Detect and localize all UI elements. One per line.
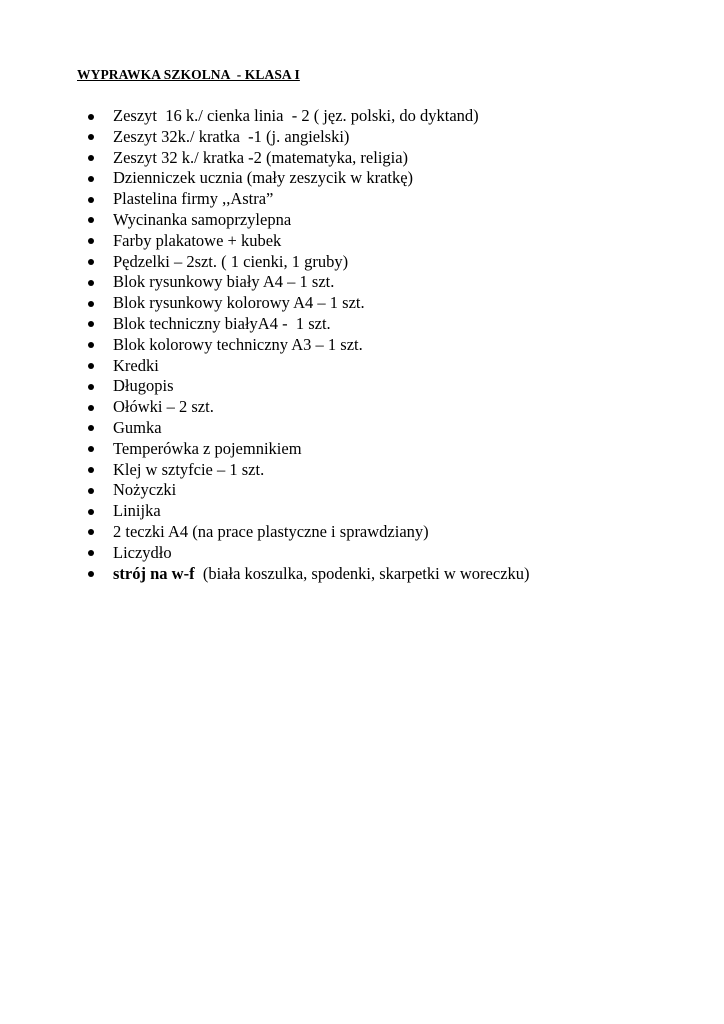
bullet-icon bbox=[88, 488, 94, 494]
list-item bbox=[86, 231, 530, 252]
bullet-icon bbox=[88, 405, 94, 411]
list-item bbox=[86, 106, 530, 127]
list-item bbox=[86, 439, 530, 460]
bullet-icon bbox=[88, 134, 94, 140]
list-item-text: Blok rysunkowy biały A4 – 1 szt. bbox=[113, 272, 335, 292]
list-item bbox=[86, 252, 530, 273]
list-item bbox=[86, 460, 530, 481]
bullet-icon bbox=[88, 509, 94, 515]
list-item bbox=[86, 314, 530, 335]
list-item bbox=[86, 522, 530, 543]
bullet-icon bbox=[88, 217, 94, 223]
list-item-text: Liczydło bbox=[113, 542, 172, 562]
bullet-icon bbox=[88, 529, 94, 535]
list-item bbox=[86, 356, 530, 377]
list-item bbox=[86, 148, 530, 169]
bullet-icon bbox=[88, 363, 94, 369]
bullet-icon bbox=[88, 467, 94, 473]
list-item-text: Ołówki – 2 szt. bbox=[113, 397, 214, 417]
list-item-text: Blok rysunkowy kolorowy A4 – 1 szt. bbox=[113, 293, 365, 313]
list-item bbox=[86, 397, 530, 418]
list-item bbox=[86, 168, 530, 189]
list-item-text: Gumka bbox=[113, 417, 162, 437]
list-item bbox=[86, 501, 530, 522]
list-item bbox=[86, 293, 530, 314]
list-item-text: (biała koszulka, spodenki, skarpetki w woreczku) bbox=[194, 563, 530, 583]
bullet-icon bbox=[88, 550, 94, 556]
list-item-text: Temperówka z pojemnikiem bbox=[113, 438, 302, 458]
list-item bbox=[86, 272, 530, 293]
list-item bbox=[86, 210, 530, 231]
list-item-bold: strój na w-f bbox=[113, 563, 195, 583]
list-item bbox=[86, 480, 530, 501]
bullet-icon bbox=[88, 176, 94, 182]
list-item bbox=[86, 543, 530, 564]
list-item-text: Zeszyt 32k./ kratka -1 (j. angielski) bbox=[113, 126, 350, 146]
bullet-icon bbox=[88, 446, 94, 452]
bullet-icon bbox=[88, 238, 94, 244]
supply-list bbox=[86, 106, 530, 584]
list-item-text: Nożyczki bbox=[113, 480, 177, 500]
bullet-icon bbox=[88, 155, 94, 161]
bullet-icon bbox=[88, 114, 94, 120]
list-item bbox=[86, 189, 530, 210]
list-item-text: Dzienniczek ucznia (mały zeszycik w kratkę) bbox=[113, 168, 414, 188]
bullet-icon bbox=[88, 571, 94, 577]
list-item-text: Zeszyt 32 k./ kratka -2 (matematyka, religia) bbox=[113, 147, 409, 167]
list-item-text: Blok techniczny białyA4 - 1 szt. bbox=[113, 313, 331, 333]
bullet-icon bbox=[88, 384, 94, 390]
list-item bbox=[86, 564, 530, 585]
bullet-icon bbox=[88, 425, 94, 431]
list-item-text: Farby plakatowe + kubek bbox=[113, 230, 282, 250]
list-item-text: Plastelina firmy ,,Astra” bbox=[113, 189, 274, 209]
list-item-text: Klej w sztyfcie – 1 szt. bbox=[113, 459, 265, 479]
list-item-text: Wycinanka samoprzylepna bbox=[113, 209, 292, 229]
bullet-icon bbox=[88, 280, 94, 286]
list-item-text: Linijka bbox=[113, 501, 161, 521]
list-item bbox=[86, 418, 530, 439]
list-item-text: Kredki bbox=[113, 355, 159, 375]
list-item bbox=[86, 376, 530, 397]
list-item bbox=[86, 127, 530, 148]
list-item-text: Zeszyt 16 k./ cienka linia - 2 ( jęz. polski, do dyktand) bbox=[113, 106, 479, 125]
document-title: WYPRAWKA SZKOLNA - KLASA I bbox=[77, 67, 300, 82]
bullet-icon bbox=[88, 342, 94, 348]
list-item-text: Pędzelki – 2szt. ( 1 cienki, 1 gruby) bbox=[113, 251, 349, 271]
list-item-text: Długopis bbox=[113, 376, 174, 396]
bullet-icon bbox=[88, 301, 94, 307]
bullet-icon bbox=[88, 321, 94, 327]
bullet-icon bbox=[88, 259, 94, 265]
list-item-text: Blok kolorowy techniczny A3 – 1 szt. bbox=[113, 334, 363, 354]
list-item bbox=[86, 335, 530, 356]
list-item-text: 2 teczki A4 (na prace plastyczne i sprawdziany) bbox=[113, 521, 429, 541]
bullet-icon bbox=[88, 197, 94, 203]
